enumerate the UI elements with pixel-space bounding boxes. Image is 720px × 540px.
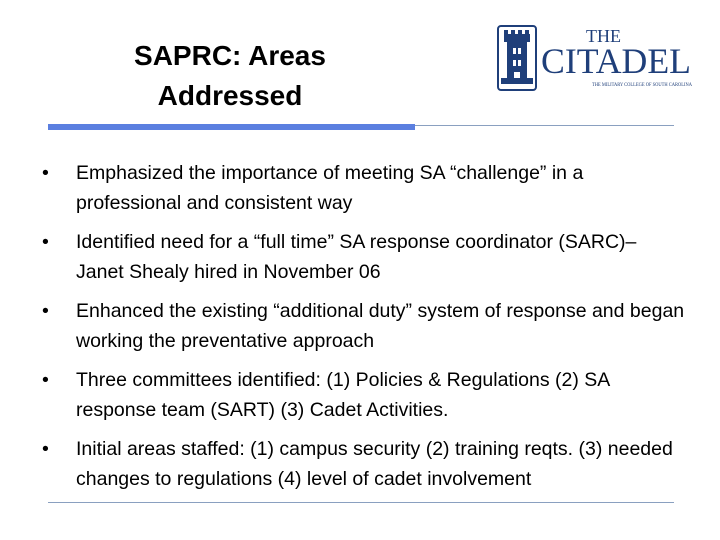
bullet-icon: • bbox=[42, 231, 49, 253]
logo-tagline-text: THE MILITARY COLLEGE OF SOUTH CAROLINA bbox=[592, 82, 693, 88]
footer-divider-line bbox=[48, 502, 674, 503]
logo-citadel-text: CITADEL bbox=[541, 41, 691, 81]
bullet-text: Initial areas staffed: (1) campus security (2) training reqts. (3) needed changes to regulations (4) level of cadet involvement bbox=[76, 438, 673, 490]
title-divider-line bbox=[415, 125, 674, 126]
slide-title bbox=[90, 36, 370, 116]
title-accent-bar bbox=[48, 124, 415, 130]
bullet-icon: • bbox=[42, 300, 49, 322]
slide-title-line2: Addressed bbox=[157, 80, 303, 111]
bullet-item bbox=[38, 158, 688, 218]
citadel-logo bbox=[494, 18, 694, 92]
bullet-icon: • bbox=[42, 438, 49, 460]
slide-title-line1: SAPRC: Areas bbox=[134, 40, 326, 71]
bullet-text: Three committees identified: (1) Policies & Regulations (2) SA response team (SART) (3) Cadet Activities. bbox=[76, 369, 610, 421]
bullet-item bbox=[38, 296, 688, 356]
bullet-item bbox=[38, 434, 688, 494]
bullet-text: Enhanced the existing “additional duty” system of response and began working the preventative approach bbox=[76, 300, 685, 352]
castle-tower-icon bbox=[498, 26, 536, 90]
bullet-item bbox=[38, 365, 688, 425]
bullet-icon: • bbox=[42, 369, 49, 391]
bullet-text: Emphasized the importance of meeting SA “challenge” in a professional and consistent way bbox=[76, 162, 584, 214]
bullet-list bbox=[38, 158, 688, 503]
logo-the-text: THE bbox=[586, 26, 621, 46]
bullet-icon: • bbox=[42, 162, 49, 184]
bullet-item bbox=[38, 227, 688, 287]
bullet-text: Identified need for a “full time” SA response coordinator (SARC)– Janet Shealy hired in November 06 bbox=[76, 231, 637, 283]
